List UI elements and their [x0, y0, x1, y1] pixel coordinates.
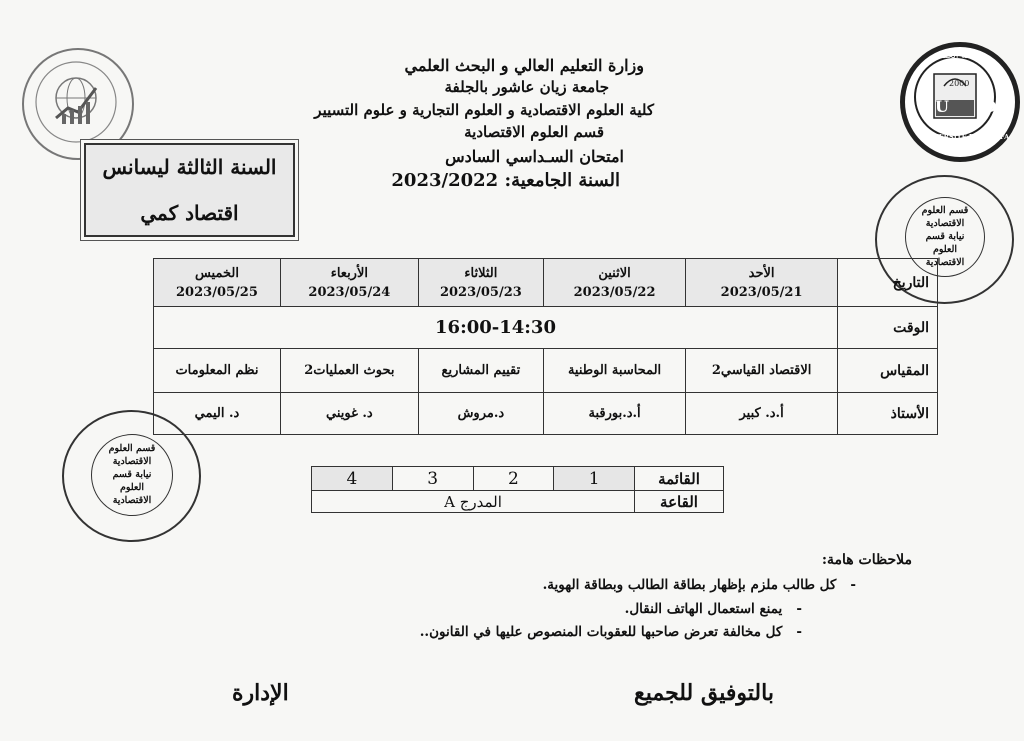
teacher-cell: د.مروش	[418, 393, 543, 435]
note-bullet: -	[782, 601, 802, 617]
subject-cell: تقييم المشاريع	[418, 349, 543, 393]
day-name: الاثنين	[598, 265, 631, 281]
note-item-1	[543, 577, 856, 593]
room-value: المدرج A	[312, 491, 635, 513]
teacher-cell: د. غويني	[280, 393, 418, 435]
subject-cell: المحاسبة الوطنية	[543, 349, 685, 393]
academic-year-label: السنة الجامعية:	[504, 170, 620, 191]
list-number: 1	[554, 467, 635, 491]
subject-label: المقياس	[838, 349, 938, 393]
stamp-line-1: قسم العلوم	[108, 443, 156, 454]
day-name: الأربعاء	[330, 265, 368, 281]
logo-initials: U D	[935, 97, 1011, 116]
day-name: الأحد	[748, 265, 775, 281]
exam-time: 16:00-14:30	[154, 307, 838, 349]
logo-ring-text: جامعة الجلفة	[935, 51, 984, 61]
day-cell-5	[154, 259, 281, 307]
good-luck-text: بالتوفيق للجميع	[634, 680, 774, 706]
level-box	[84, 143, 295, 237]
day-cell-4	[280, 259, 418, 307]
day-cell-2	[543, 259, 685, 307]
teacher-label: الأستاذ	[838, 393, 938, 435]
note-text: يمنع استعمال الهاتف النقال.	[624, 601, 783, 617]
note-bullet: -	[836, 577, 856, 593]
teacher-cell: أ.د.بورقبة	[543, 393, 685, 435]
stamp-line-5: الاقتصادية	[925, 257, 965, 268]
logo-bottom-text: UNIVERSITE DE DJELFA	[919, 133, 1010, 141]
faculty-line: كلية العلوم الاقتصادية و العلوم التجارية و علوم التسيير	[314, 101, 654, 119]
note-item-2	[625, 601, 802, 617]
note-bullet: -	[782, 624, 802, 640]
rooms-table	[311, 466, 724, 513]
teacher-row	[154, 393, 938, 435]
stamp-line-2: الاقتصادية	[112, 456, 152, 467]
stamp-line-4: العلوم	[119, 482, 145, 493]
stamp-line-4: العلوم	[932, 244, 958, 255]
room-label: القاعة	[635, 491, 724, 513]
day-name: الخميس	[194, 265, 239, 281]
exam-title: امتحان السـداسي السادس	[445, 147, 624, 166]
day-date: 2023/05/21	[720, 284, 803, 300]
date-row	[154, 259, 938, 307]
department-line: قسم العلوم الاقتصادية	[464, 123, 604, 141]
subject-cell: الاقتصاد القياسي2	[686, 349, 838, 393]
day-date: 2023/05/25	[176, 284, 258, 300]
list-number: 3	[392, 467, 473, 491]
day-date: 2023/05/22	[573, 284, 656, 300]
stamp-line-2: الاقتصادية	[925, 218, 965, 229]
specialty-label: اقتصاد كمي	[140, 201, 239, 225]
academic-year-value: 2023/2022	[391, 170, 499, 191]
stamp-line-3: نيابة قسم	[925, 231, 965, 242]
day-date: 2023/05/23	[439, 284, 522, 300]
stamp-line-1: قسم العلوم	[921, 205, 969, 216]
note-text: كل طالب ملزم بإظهار بطاقة الطالب وبطاقة الهوية.	[542, 577, 837, 593]
administration-signature: الإدارة	[232, 680, 289, 706]
level-label: السنة الثالثة ليسانس	[102, 155, 277, 179]
list-number: 2	[473, 467, 554, 491]
subject-row	[154, 349, 938, 393]
university-logo	[900, 42, 1020, 162]
list-label: القائمة	[635, 467, 724, 491]
logo-year: 2000	[949, 79, 970, 88]
list-row	[312, 467, 724, 491]
day-cell-3	[418, 259, 543, 307]
academic-year	[391, 170, 620, 191]
room-row	[312, 491, 724, 513]
time-row	[154, 307, 938, 349]
stamp-line-3: نيابة قسم	[112, 469, 152, 480]
day-date: 2023/05/24	[308, 284, 391, 300]
teacher-cell: أ.د. كبير	[686, 393, 838, 435]
date-label: التاريخ	[838, 259, 938, 307]
department-stamp-left	[62, 410, 201, 542]
subject-cell: نظم المعلومات	[154, 349, 281, 393]
day-cell-1	[686, 259, 838, 307]
day-name: الثلاثاء	[464, 265, 498, 281]
subject-cell: بحوث العمليات2	[280, 349, 418, 393]
list-number: 4	[312, 467, 393, 491]
stamp-line-5: الاقتصادية	[112, 495, 152, 506]
ministry-line: وزارة التعليم العالي و البحث العلمي	[404, 56, 644, 75]
note-text: كل مخالفة تعرض صاحبها للعقوبات المنصوص عليها في القانون..	[419, 624, 783, 640]
exam-schedule-table	[153, 258, 938, 435]
time-label: الوقت	[838, 307, 938, 349]
teacher-cell: د. اليمي	[154, 393, 281, 435]
notes-title: ملاحظات هامة:	[821, 552, 912, 568]
note-item-3	[420, 624, 802, 640]
university-line: جامعة زيان عاشور بالجلفة	[444, 78, 609, 96]
